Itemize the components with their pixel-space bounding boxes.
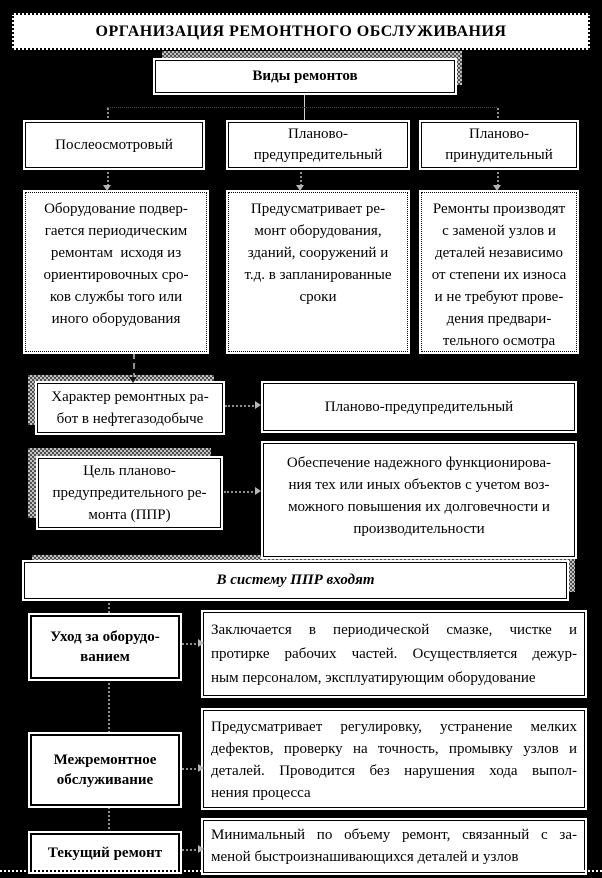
arrow-down-icon — [129, 377, 137, 383]
connector-line — [497, 168, 499, 186]
page-edge-line — [0, 870, 602, 872]
connector-line — [107, 108, 109, 122]
ppr-item-desc-mezhremontnoe: Предусматривает регулировку, устранение мелких дефектов, проверку на точность, промывку узлов и деталей. Проводится без нарушения хода выпол- нения процесса — [203, 710, 585, 808]
arrow-right-icon — [255, 401, 261, 409]
ppr-header-bar: В систему ППР входят — [24, 562, 567, 599]
type-box-posleosmotrovy: Послеосмотровый — [25, 122, 203, 168]
types-header-box: Виды ремонтов — [155, 60, 455, 93]
type-desc-box-3: Ремонты производят с заменой узлов и деталей независимо от степени их износа и не требуют прове- дения предвари- тельного осмотра — [421, 192, 577, 352]
ppr-item-label-tekushchy: Текущий ремонт — [30, 833, 180, 872]
arrow-right-icon — [198, 845, 204, 853]
type-desc-box-2: Предусматривает ре- монт оборудования, зданий, сооружений и т.д. в запланированные сроки — [228, 192, 408, 352]
goal-value-box: Обеспечение надежного функционирова- ния тех или иных объектов с учетом воз- можного повышения их долговечности и производительности — [263, 443, 575, 557]
arrow-down-icon — [103, 185, 111, 191]
ppr-item-label-uhod: Уход за оборудо- ванием — [30, 615, 180, 679]
arrow-right-icon — [198, 639, 204, 647]
ppr-item-label-mezhremontnoe: Межремонтное обслуживание — [30, 734, 180, 806]
type-box-planovo-prinuditelny: Планово- принудительный — [421, 122, 577, 168]
character-label-box: Характер ремонтных ра- бот в нефтегазодобыче — [37, 383, 223, 433]
connector-line — [300, 168, 302, 186]
connector-line — [225, 405, 257, 407]
page-title: ОРГАНИЗАЦИЯ РЕМОНТНОГО ОБСЛУЖИВАНИЯ — [12, 13, 590, 50]
arrow-down-icon — [493, 185, 501, 191]
type-desc-box-1: Оборудование подвер- гается периодическим ремонтам исходя из ориентировочных сро- ков службы того или иного оборудования — [25, 192, 207, 352]
arrow-down-icon — [296, 185, 304, 191]
connector-line — [497, 108, 499, 122]
connector-line — [224, 491, 257, 493]
arrow-right-icon — [198, 764, 204, 772]
ppr-item-desc-uhod: Заключается в периодической смазке, чистке и протирке рабочих частей. Осуществляется дежур- ным персоналом, эксплуатирующим оборудование — [203, 612, 585, 696]
connector-line — [107, 107, 497, 108]
connector-line — [107, 168, 109, 186]
character-value-box: Планово-предупредительный — [263, 383, 575, 431]
arrow-right-icon — [255, 487, 261, 495]
goal-label-box: Цель планово- предупредительного ре- монта (ППР) — [38, 458, 221, 528]
type-box-planovo-predupreditelny: Планово- предупредительный — [228, 122, 408, 168]
ppr-item-desc-tekushchy: Минимальный по объему ремонт, связанный с за- меной быстроизнашивающихся деталей и узлов — [203, 820, 585, 873]
